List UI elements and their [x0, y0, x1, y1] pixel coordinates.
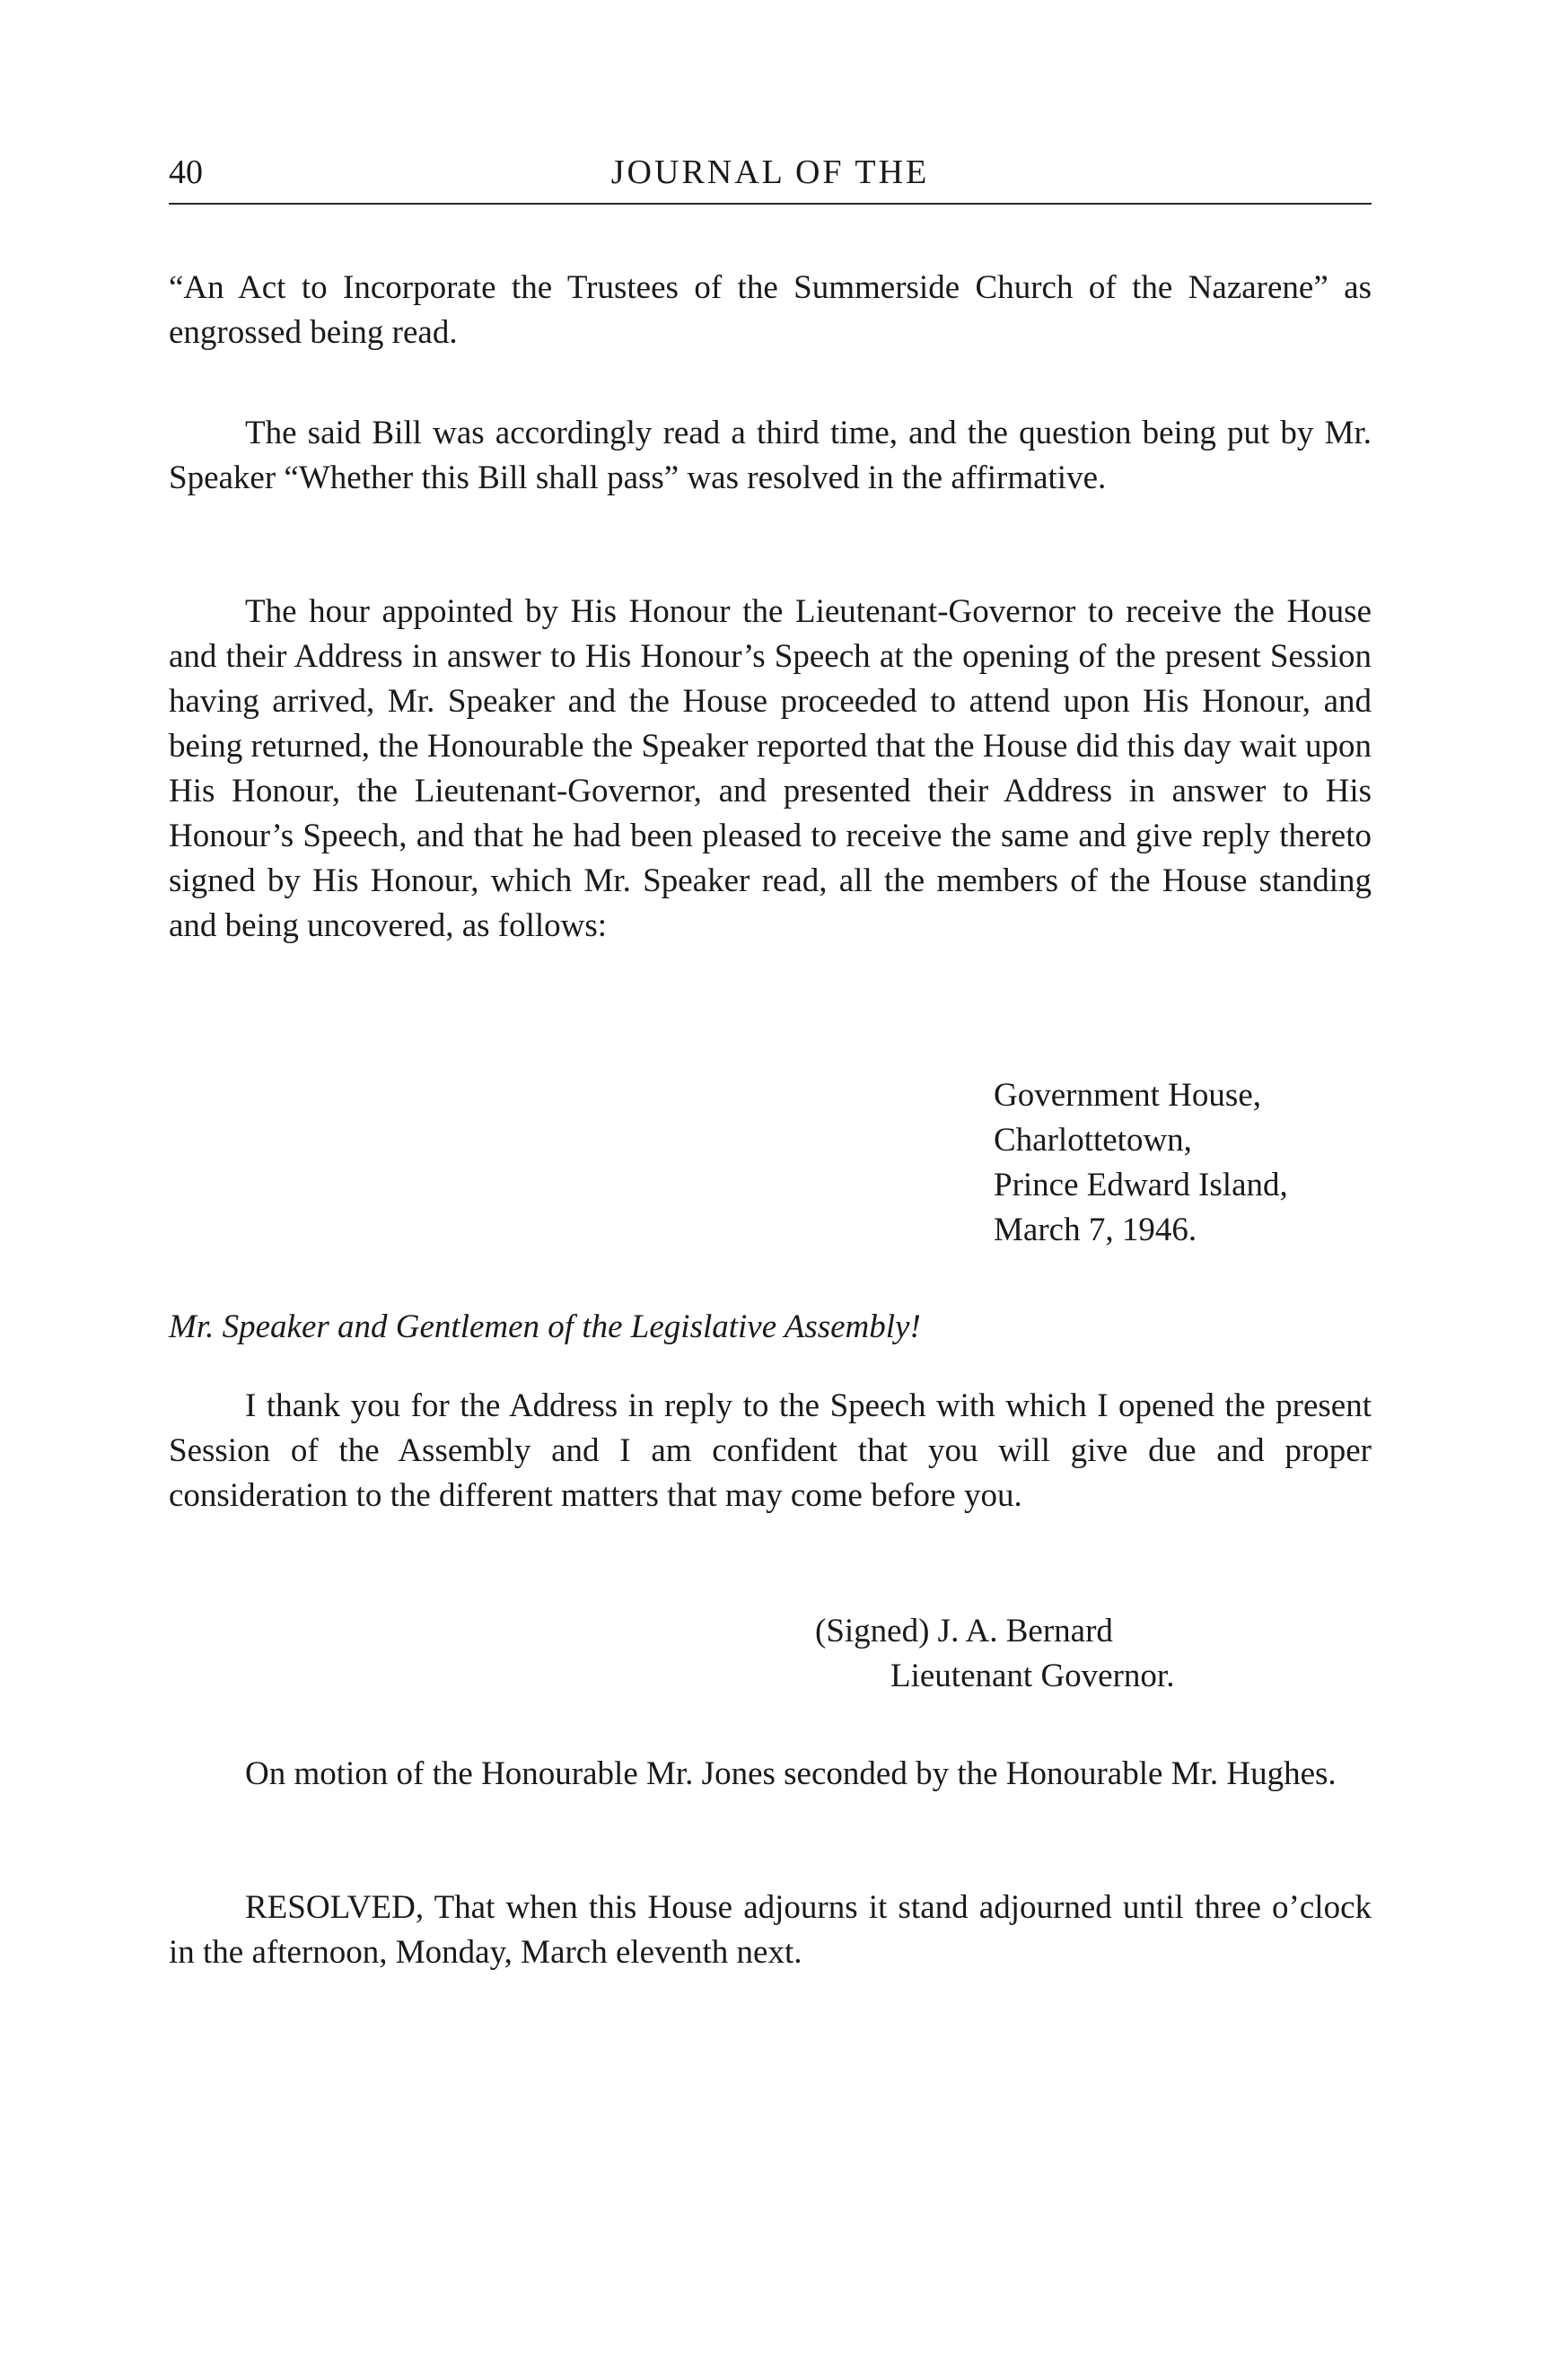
- governor-reply-paragraph: I thank you for the Address in reply to the Speech with which I opened the present Session of the Assembly and I am confident that you will give due and proper consideration to the different matters that may come before you.: [169, 1387, 1372, 1514]
- third-reading-paragraph: The said Bill was accordingly read a third time, and the question being put by Mr. Speaker “Whether this Bill shall pass” was resolved in the affirmative.: [169, 415, 1372, 496]
- running-head: JOURNAL OF THE: [610, 153, 930, 191]
- address-block: [994, 1073, 1288, 1253]
- salutation: Mr. Speaker and Gentlemen of the Legislative Assembly!: [169, 1308, 921, 1345]
- address-line: Charlottetown,: [994, 1122, 1192, 1159]
- signature-name: (Signed) J. A. Bernard: [815, 1613, 1113, 1649]
- resolution-paragraph: RESOLVED, That when this House adjourns it stand adjourned until three o’clock in the afternoon, Monday, March eleventh next.: [169, 1889, 1372, 1971]
- signature-block: [815, 1609, 1174, 1699]
- address-line: Prince Edward Island,: [994, 1167, 1288, 1203]
- header-rule: [169, 203, 1372, 205]
- address-line: Government House,: [994, 1077, 1261, 1114]
- address-date: March 7, 1946.: [994, 1212, 1197, 1248]
- motion-paragraph: On motion of the Honourable Mr. Jones seconded by the Honourable Mr. Hughes.: [245, 1755, 1337, 1792]
- page-header: [169, 153, 1372, 215]
- page-number: 40: [169, 153, 203, 191]
- signature-title: Lieutenant Governor.: [890, 1658, 1175, 1694]
- address-reply-paragraph: The hour appointed by His Honour the Lieutenant-Governor to receive the House and their Address in answer to His Honour’s Speech at the opening of the present Session having arrived, Mr. Speaker and the House proceeded to attend upon His Honour, and being returned, the Honourable the Speaker reported that the House did this day wait upon His Honour, the Lieutenant-Governor, and presented their Address in answer to His Honour’s Speech, and that he had been pleased to receive the same and give reply thereto signed by His Honour, which Mr. Speaker read, all the members of the House standing and being uncovered, as follows:: [169, 593, 1372, 944]
- bill-title-paragraph: “An Act to Incorporate the Trustees of the Summerside Church of the Nazarene” as engrossed being read.: [169, 269, 1372, 351]
